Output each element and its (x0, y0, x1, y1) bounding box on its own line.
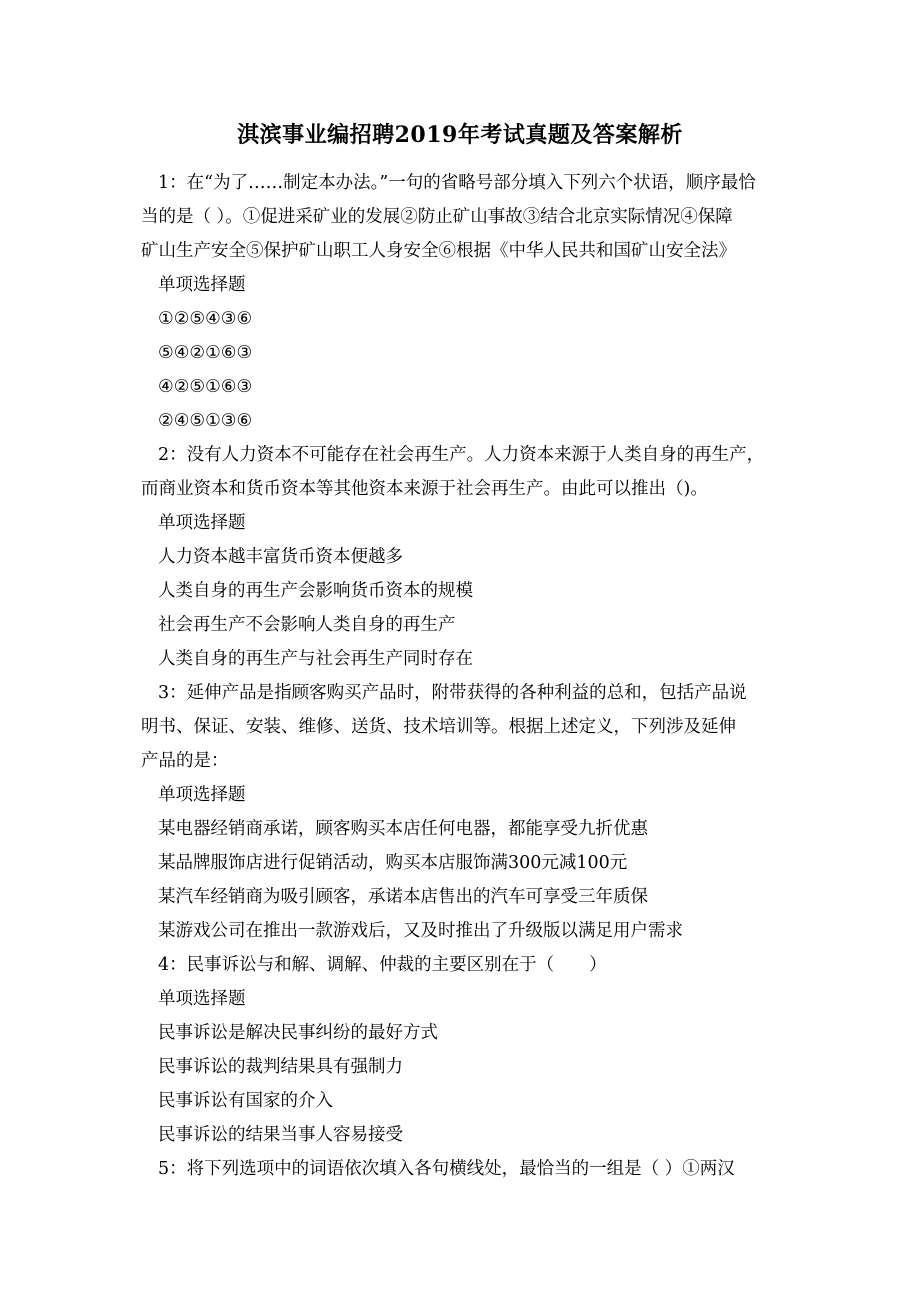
question-5 (141, 1152, 791, 1186)
question-1-line-1: 1：在“为了……制定本办法。”一句的省略号部分填入下列六个状语，顺序最恰 (158, 173, 756, 193)
question-4-type: 单项选择题 (158, 989, 246, 1009)
question-4-option-a: 民事诉讼是解决民事纠纷的最好方式 (158, 1023, 438, 1043)
question-4-option-d: 民事诉讼的结果当事人容易接受 (158, 1125, 403, 1145)
question-3-line-2: 明书、保证、安装、维修、送货、技术培训等。根据上述定义，下列涉及延伸 (141, 717, 736, 737)
question-2-option-a: 人力资本越丰富货币资本便越多 (158, 547, 403, 567)
question-3-line-3: 产品的是： (141, 751, 229, 771)
question-1-option-a: ①②⑤④③⑥ (158, 309, 253, 329)
document-title: 淇滨事业编招聘2019年考试真题及答案解析 (237, 122, 683, 148)
question-3-option-a: 某电器经销商承诺，顾客购买本店任何电器，都能享受九折优惠 (158, 819, 648, 839)
document-body (141, 166, 791, 1186)
question-2-line-1: 2：没有人力资本不可能存在社会再生产。人力资本来源于人类自身的再生产， (158, 445, 765, 465)
question-2-line-2: 而商业资本和货币资本等其他资本来源于社会再生产。由此可以推出（)。 (141, 479, 708, 499)
question-3-type: 单项选择题 (158, 785, 246, 805)
question-1-type: 单项选择题 (158, 275, 246, 295)
question-4-option-b: 民事诉讼的裁判结果具有强制力 (158, 1057, 403, 1077)
question-4 (141, 948, 791, 1152)
question-2 (141, 438, 791, 676)
question-3 (141, 676, 791, 948)
question-3-line-1: 3：延伸产品是指顾客购买产品时，附带获得的各种利益的总和，包括产品说 (158, 683, 747, 703)
question-5-line-1: 5：将下列选项中的词语依次填入各句横线处，最恰当的一组是（ ）①两汉 (158, 1159, 735, 1179)
question-2-option-c: 社会再生产不会影响人类自身的再生产 (158, 615, 456, 635)
question-1-option-b: ⑤④②①⑥③ (158, 343, 253, 363)
question-3-option-b: 某品牌服饰店进行促销活动，购买本店服饰满300元减100元 (158, 853, 628, 873)
question-3-option-c: 某汽车经销商为吸引顾客，承诺本店售出的汽车可享受三年质保 (158, 887, 648, 907)
question-2-type: 单项选择题 (158, 513, 246, 533)
question-1-line-3: 矿山生产安全⑤保护矿山职工人身安全⑥根据《中华人民共和国矿山安全法》 (141, 241, 736, 261)
question-1-option-c: ④②⑤①⑥③ (158, 377, 253, 397)
question-1-line-2: 当的是（ ）。①促进采矿业的发展②防止矿山事故③结合北京实际情况④保障 (141, 207, 733, 227)
question-4-line-1: 4：民事诉讼与和解、调解、仲裁的主要区别在于（ ） (158, 955, 607, 975)
question-1-option-d: ②④⑤①③⑥ (158, 411, 253, 431)
question-3-option-d: 某游戏公司在推出一款游戏后，又及时推出了升级版以满足用户需求 (158, 921, 683, 941)
question-2-option-b: 人类自身的再生产会影响货币资本的规模 (158, 581, 473, 601)
question-4-option-c: 民事诉讼有国家的介入 (158, 1091, 333, 1111)
question-2-option-d: 人类自身的再生产与社会再生产同时存在 (158, 649, 473, 669)
question-1 (141, 166, 791, 438)
